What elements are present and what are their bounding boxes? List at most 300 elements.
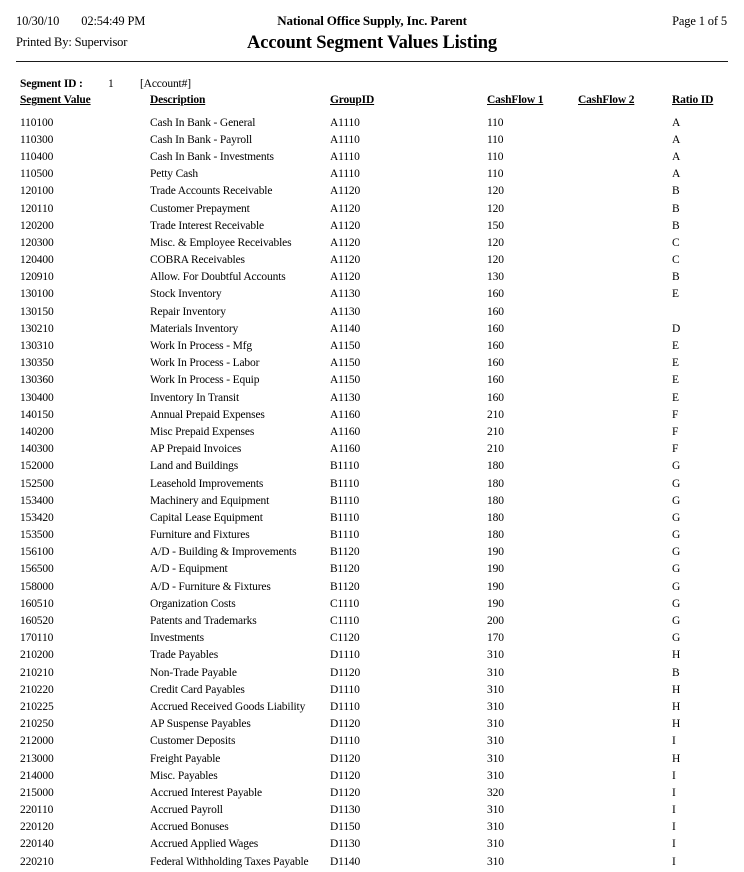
table-row [20,612,732,629]
table-row [20,252,732,269]
cell-cashflow1: 160 [487,357,504,370]
cell-segment-value: 152000 [20,460,54,473]
cell-ratio-id: I [672,735,676,748]
cell-cashflow1: 160 [487,374,504,387]
cell-segment-value: 160520 [20,615,54,628]
cell-ratio-id: E [672,357,679,370]
cell-cashflow1: 310 [487,838,504,851]
cell-group-id: D1110 [330,649,360,662]
cell-cashflow2 [578,767,672,784]
cell-ratio-id: H [672,683,681,696]
cell-description: AP Prepaid Invoices [150,443,242,456]
cell-segment-value: 153420 [20,511,54,524]
cell-group-id: A1160 [330,443,361,456]
cell-description: Work In Process - Labor [150,357,260,370]
cell-cashflow2 [578,114,672,131]
cell-segment-value: 110500 [20,168,54,181]
cell-group-id: B1110 [330,529,360,542]
cell-description: Customer Prepayment [150,202,250,215]
table-row [20,458,732,475]
cell-segment-value: 140150 [20,408,54,421]
table-row [20,561,732,578]
cell-segment-value: 153400 [20,494,54,507]
cell-group-id: D1130 [330,804,361,817]
cell-ratio-id: B [672,185,680,198]
cell-ratio-id: I [672,838,676,851]
cell-cashflow1: 170 [487,632,504,645]
cell-ratio-id: H [672,649,681,662]
cell-cashflow1: 190 [487,580,504,593]
report-time: 02:54:49 PM [81,14,146,28]
cell-description: Cash In Bank - Payroll [150,133,253,146]
cell-segment-value: 210225 [20,700,54,713]
table-row [20,269,732,286]
table-row [20,200,732,217]
cell-description: Accrued Applied Wages [150,838,259,851]
cell-cashflow2 [578,647,672,664]
cell-segment-value: 140300 [20,443,54,456]
table-row [20,389,732,406]
cell-segment-value: 210200 [20,649,54,662]
cell-segment-value: 210210 [20,666,54,679]
cell-ratio-id: F [672,408,679,421]
cell-segment-value: 153500 [20,529,54,542]
cell-group-id: B1120 [330,546,360,559]
cell-ratio-id: F [672,443,679,456]
cell-cashflow1: 120 [487,185,504,198]
table-row [20,767,732,784]
cell-cashflow1: 310 [487,821,504,834]
cell-cashflow2 [578,664,672,681]
cell-description: Stock Inventory [150,288,222,301]
cell-description: Freight Payable [150,752,221,765]
cell-description: A/D - Equipment [150,563,228,576]
cell-segment-value: 210220 [20,683,54,696]
table-row [20,234,732,251]
cell-group-id: D1120 [330,718,361,731]
cell-group-id: A1110 [330,168,360,181]
cell-ratio-id [672,303,732,320]
cell-segment-value: 212000 [20,735,54,748]
table-row [20,406,732,423]
cell-segment-value: 130360 [20,374,54,387]
cell-group-id: D1130 [330,838,361,851]
cell-group-id: A1140 [330,322,361,335]
cell-cashflow2 [578,630,672,647]
cell-segment-value: 120400 [20,254,54,267]
cell-description: Work In Process - Equip [150,374,260,387]
cell-segment-value: 130100 [20,288,54,301]
cell-cashflow2 [578,303,672,320]
table-row [20,733,732,750]
cell-segment-value: 215000 [20,786,54,799]
cell-cashflow1: 110 [487,168,504,181]
cell-cashflow2 [578,509,672,526]
cell-ratio-id: G [672,615,681,628]
cell-cashflow2 [578,389,672,406]
cell-cashflow2 [578,595,672,612]
cell-cashflow2 [578,750,672,767]
segment-id-line [20,78,191,90]
table-row [20,320,732,337]
cell-segment-value: 130400 [20,391,54,404]
cell-group-id: B1110 [330,494,360,507]
cell-description: Organization Costs [150,597,236,610]
cell-segment-value: 170110 [20,632,54,645]
cell-ratio-id: I [672,769,676,782]
cell-cashflow2 [578,320,672,337]
cell-segment-value: 152500 [20,477,54,490]
cell-cashflow2 [578,544,672,561]
cell-group-id: B1110 [330,511,360,524]
cell-cashflow2 [578,802,672,819]
cell-description: Patents and Trademarks [150,615,257,628]
cell-description: Repair Inventory [150,305,226,318]
table-row [20,595,732,612]
cell-cashflow2 [578,527,672,544]
cell-ratio-id: A [672,133,681,146]
cell-description: A/D - Building & Improvements [150,546,297,559]
table-row [20,492,732,509]
cell-cashflow2 [578,612,672,629]
cell-cashflow1: 120 [487,254,504,267]
segment-values-table [20,94,732,870]
col-header-cashflow2: CashFlow 2 [578,94,635,106]
cell-cashflow1: 310 [487,769,504,782]
cell-segment-value: 110400 [20,150,54,163]
cell-group-id: A1110 [330,116,360,129]
table-row [20,698,732,715]
table-row [20,578,732,595]
table-row [20,441,732,458]
cell-cashflow2 [578,836,672,853]
cell-cashflow1: 320 [487,786,504,799]
page-number: Page 1 of 5 [672,14,727,28]
cell-cashflow2 [578,252,672,269]
cell-description: Trade Accounts Receivable [150,185,273,198]
cell-description: Materials Inventory [150,322,239,335]
cell-cashflow2 [578,131,672,148]
cell-ratio-id: I [672,855,676,868]
cell-cashflow1: 310 [487,752,504,765]
cell-cashflow2 [578,217,672,234]
table-row [20,681,732,698]
cell-ratio-id: G [672,632,681,645]
table-row [20,423,732,440]
cell-group-id: A1120 [330,236,361,249]
col-header-description: Description [150,94,206,106]
cell-ratio-id: B [672,202,680,215]
table-row [20,475,732,492]
col-header-cashflow1: CashFlow 1 [487,94,544,106]
cell-group-id: D1120 [330,769,361,782]
cell-ratio-id: I [672,804,676,817]
cell-cashflow1: 190 [487,597,504,610]
cell-cashflow2 [578,234,672,251]
cell-cashflow1: 190 [487,546,504,559]
col-header-segment-value: Segment Value [20,94,91,106]
cell-description: Customer Deposits [150,735,236,748]
cell-group-id: D1140 [330,855,361,868]
cell-cashflow1: 310 [487,683,504,696]
cell-description: COBRA Receivables [150,254,245,267]
cell-group-id: A1150 [330,374,361,387]
cell-cashflow2 [578,166,672,183]
table-row [20,630,732,647]
cell-cashflow1: 180 [487,511,504,524]
segment-account: [Account#] [140,78,191,90]
col-header-ratio-id: Ratio ID [672,94,714,106]
cell-cashflow1: 310 [487,666,504,679]
col-header-group-id: GroupID [330,94,375,106]
table-row [20,131,732,148]
cell-group-id: A1120 [330,219,361,232]
cell-group-id: A1120 [330,271,361,284]
cell-cashflow1: 160 [487,288,504,301]
cell-description: Annual Prepaid Expenses [150,408,265,421]
cell-cashflow2 [578,819,672,836]
table-row [20,509,732,526]
cell-description: Allow. For Doubtful Accounts [150,271,286,284]
cell-segment-value: 140200 [20,425,54,438]
cell-cashflow1: 180 [487,529,504,542]
cell-group-id: D1120 [330,786,361,799]
cell-cashflow2 [578,441,672,458]
table-header-row [20,94,732,114]
cell-group-id: A1160 [330,425,361,438]
cell-ratio-id: G [672,580,681,593]
cell-segment-value: 220110 [20,804,54,817]
cell-cashflow1: 310 [487,649,504,662]
cell-cashflow1: 310 [487,804,504,817]
cell-segment-value: 130310 [20,340,54,353]
cell-ratio-id: H [672,718,681,731]
cell-ratio-id: G [672,477,681,490]
cell-description: Machinery and Equipment [150,494,270,507]
cell-cashflow2 [578,269,672,286]
cell-ratio-id: G [672,529,681,542]
cell-description: AP Suspense Payables [150,718,251,731]
table-row [20,647,732,664]
cell-group-id: B1110 [330,477,360,490]
cell-segment-value: 110100 [20,116,54,129]
cell-ratio-id: G [672,494,681,507]
cell-group-id: A1120 [330,254,361,267]
cell-segment-value: 130210 [20,322,54,335]
cell-group-id: A1110 [330,150,360,163]
cell-group-id: A1150 [330,340,361,353]
cell-ratio-id: G [672,563,681,576]
cell-segment-value: 120300 [20,236,54,249]
cell-cashflow2 [578,698,672,715]
cell-segment-value: 130350 [20,357,54,370]
cell-cashflow2 [578,853,672,870]
cell-description: Credit Card Payables [150,683,245,696]
cell-description: Misc. & Employee Receivables [150,236,292,249]
cell-description: Furniture and Fixtures [150,529,250,542]
cell-segment-value: 210250 [20,718,54,731]
cell-cashflow1: 310 [487,718,504,731]
cell-group-id: A1130 [330,391,361,404]
cell-cashflow2 [578,372,672,389]
cell-description: Federal Withholding Taxes Payable [150,855,309,868]
cell-cashflow1: 310 [487,855,504,868]
cell-description: Accrued Interest Payable [150,786,262,799]
cell-cashflow2 [578,458,672,475]
cell-description: A/D - Furniture & Fixtures [150,580,271,593]
cell-ratio-id: I [672,786,676,799]
cell-description: Accrued Bonuses [150,821,229,834]
cell-cashflow2 [578,183,672,200]
cell-cashflow2 [578,200,672,217]
cell-segment-value: 110300 [20,133,54,146]
cell-cashflow2 [578,148,672,165]
table-row [20,784,732,801]
cell-ratio-id: E [672,340,679,353]
header-divider [16,61,728,62]
cell-group-id: A1120 [330,202,361,215]
table-row [20,527,732,544]
table-row [20,148,732,165]
cell-cashflow2 [578,578,672,595]
cell-ratio-id: E [672,288,679,301]
cell-description: Misc Prepaid Expenses [150,425,255,438]
cell-cashflow1: 160 [487,340,504,353]
cell-cashflow2 [578,355,672,372]
cell-group-id: B1120 [330,580,360,593]
cell-segment-value: 120200 [20,219,54,232]
cell-cashflow1: 160 [487,305,504,318]
table-row [20,836,732,853]
printed-by: Printed By: Supervisor [16,35,128,49]
cell-group-id: D1120 [330,752,361,765]
cell-group-id: A1130 [330,288,361,301]
cell-cashflow2 [578,337,672,354]
cell-cashflow1: 150 [487,219,504,232]
table-row [20,664,732,681]
cell-group-id: B1110 [330,460,360,473]
cell-cashflow1: 310 [487,735,504,748]
cell-group-id: C1120 [330,632,360,645]
table-row [20,819,732,836]
cell-ratio-id: H [672,700,681,713]
cell-cashflow2 [578,733,672,750]
cell-ratio-id: C [672,254,680,267]
cell-group-id: D1110 [330,700,360,713]
cell-cashflow2 [578,716,672,733]
segment-id-label: Segment ID : [20,78,83,90]
cell-description: Non-Trade Payable [150,666,237,679]
cell-cashflow1: 110 [487,116,504,129]
cell-ratio-id: G [672,460,681,473]
cell-description: Accrued Received Goods Liability [150,700,306,713]
table-row [20,716,732,733]
cell-ratio-id: E [672,391,679,404]
report-date: 10/30/10 [16,14,60,28]
cell-segment-value: 214000 [20,769,54,782]
cell-segment-value: 120910 [20,271,54,284]
cell-cashflow1: 120 [487,236,504,249]
table-row [20,183,732,200]
table-row [20,217,732,234]
report-title: Account Segment Values Listing [247,33,497,53]
table-row [20,802,732,819]
table-row [20,750,732,767]
cell-description: Investments [150,632,204,645]
cell-cashflow2 [578,681,672,698]
table-row [20,337,732,354]
cell-cashflow1: 210 [487,408,504,421]
cell-group-id: D1120 [330,666,361,679]
cell-cashflow1: 210 [487,443,504,456]
cell-cashflow2 [578,286,672,303]
cell-description: Capital Lease Equipment [150,511,263,524]
table-row [20,303,732,320]
cell-group-id: B1120 [330,563,360,576]
company-name: National Office Supply, Inc. Parent [277,13,467,28]
cell-cashflow1: 160 [487,391,504,404]
cell-segment-value: 156500 [20,563,54,576]
table-row [20,286,732,303]
cell-group-id: A1150 [330,357,361,370]
cell-cashflow1: 130 [487,271,504,284]
cell-segment-value: 220140 [20,838,54,851]
cell-ratio-id: F [672,425,679,438]
cell-description: Trade Payables [150,649,219,662]
cell-description: Trade Interest Receivable [150,219,264,232]
cell-segment-value: 220120 [20,821,54,834]
cell-group-id: C1110 [330,615,360,628]
cell-cashflow2 [578,406,672,423]
table-row [20,166,732,183]
cell-ratio-id: A [672,116,681,129]
table-row [20,544,732,561]
cell-cashflow1: 160 [487,322,504,335]
cell-segment-value: 156100 [20,546,54,559]
cell-group-id: A1110 [330,133,360,146]
cell-cashflow2 [578,475,672,492]
table-row [20,114,732,131]
cell-ratio-id: A [672,150,681,163]
cell-cashflow1: 190 [487,563,504,576]
cell-description: Accrued Payroll [150,804,223,817]
cell-description: Cash In Bank - General [150,116,256,129]
cell-segment-value: 213000 [20,752,54,765]
segment-id-value: 1 [108,78,114,90]
cell-ratio-id: E [672,374,679,387]
cell-segment-value: 120110 [20,202,54,215]
cell-cashflow1: 180 [487,477,504,490]
cell-description: Land and Buildings [150,460,239,473]
cell-cashflow1: 110 [487,150,504,163]
cell-description: Misc. Payables [150,769,218,782]
cell-ratio-id: G [672,511,681,524]
cell-cashflow1: 120 [487,202,504,215]
cell-description: Leasehold Improvements [150,477,264,490]
cell-cashflow1: 210 [487,425,504,438]
cell-description: Inventory In Transit [150,391,240,404]
cell-group-id: A1130 [330,305,361,318]
cell-group-id: A1120 [330,185,361,198]
cell-segment-value: 130150 [20,305,54,318]
cell-segment-value: 120100 [20,185,54,198]
cell-group-id: D1150 [330,821,361,834]
cell-group-id: C1110 [330,597,360,610]
cell-ratio-id: I [672,821,676,834]
cell-cashflow1: 180 [487,460,504,473]
cell-cashflow1: 110 [487,133,504,146]
table-row [20,355,732,372]
